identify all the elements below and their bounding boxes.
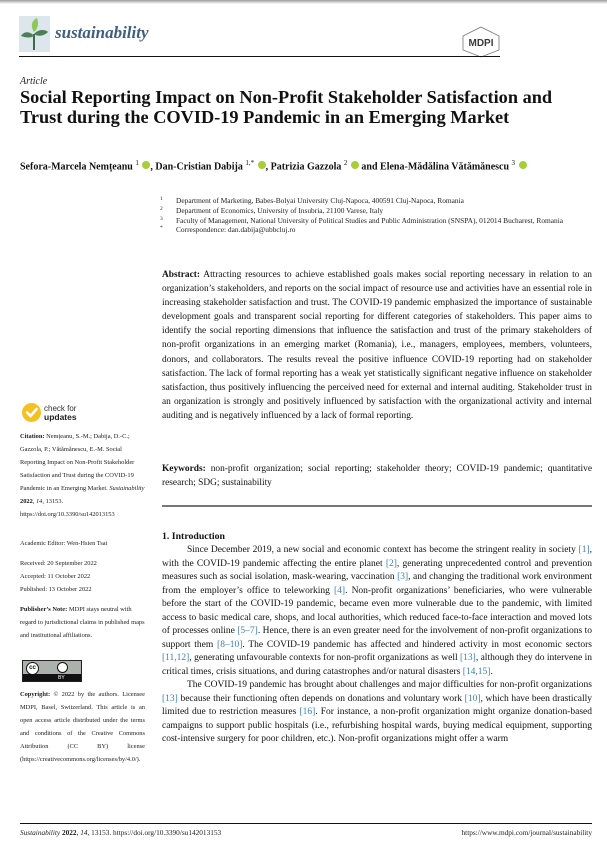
paragraph-text: , although they do intervene in critical times, crisis situations, and during catastrophes and/or natural disasters: [162, 653, 592, 677]
citation-reference-link[interactable]: [2]: [385, 558, 397, 569]
published-date: Published: 13 October 2022: [20, 586, 92, 593]
citation-year: 2022: [20, 498, 33, 505]
paragraph-text: , generating unfavourable contexts for non-profit organizations as well: [189, 653, 460, 663]
publisher-note: [20, 603, 145, 642]
attribution-person-icon: [57, 662, 68, 673]
affiliation-item: [160, 216, 600, 226]
paragraph-text: . For instance, a non-profit organization might organize donation-based campaigns to support public hospitals (i.e., refurbishing hospital wards, buying medical equipment, supporting cost-intensive surgery for poor children, etc.). Non-profit organizations might offer a warm: [162, 707, 592, 744]
author-name[interactable]: Dan-Cristian Dabija: [155, 161, 243, 173]
abstract-text: Attracting resources to achieve established goals makes social reporting necessary in relation to an organization’s stakeholders, and reports on the social impact of resource use and activities have an essential role in increasing stakeholder satisfaction and trust. The COVID-19 pandemic emphasized the importance of sustainable development goals and transparent social reporting for different categories of stakeholders. This paper aims to identify the social reporting dimensions that influence the satisfaction and trust of the primary stakeholders of non-profit organizations in an emerging market (Romania), i.e., managers, employees, members, volunteers, donors, and collaborators. The results reveal the positive influence COVID-19 reporting had on stakeholder satisfaction. The lack of formal reporting has a weak yet statistically significant negative influence on stakeholder satisfaction, thus positively influencing the perceived need for external and internal auditing. Stakeholder trust in an organization is strongly and positively influenced by satisfaction with the organizational activity and internal auditing and is negatively influenced by a lack of formal reporting.: [162, 270, 592, 421]
author-separator: ,: [265, 161, 271, 173]
citation-reference-link[interactable]: [16]: [299, 707, 316, 717]
citation-reference-link[interactable]: [10]: [464, 693, 481, 704]
section-heading-introduction: 1. Introduction: [162, 531, 225, 542]
citation-reference-link[interactable]: [11,12]: [162, 653, 190, 663]
cc-by-license-badge[interactable]: [22, 660, 82, 682]
publisher-note-label: Publisher’s Note:: [20, 606, 68, 613]
citation-block: Citation: Nemțeanu, S.-M.; Dabija, D.-C.; Gazzola, P.; Vătămănescu, E.-M. Social Reporting Impact on Non-Profit Stakeholder Satisfaction and Trust during the COVID-19 Pandemic in an Emerging Market. Sustainability 2022, 14, 13153. https://doi.org/10.3390/su142013153: [20, 433, 145, 518]
affiliation-number: *: [160, 225, 163, 232]
author-list: [20, 159, 527, 172]
affiliation-text: Department of Marketing, Babes-Bolyai University Cluj-Napoca, 400591 Cluj-Napoca, Romania: [176, 196, 464, 205]
author-name[interactable]: Patrizia Gazzola: [270, 161, 342, 173]
author-separator: and: [358, 161, 381, 173]
abstract: [162, 268, 592, 423]
citation-reference-link[interactable]: [1]: [578, 545, 590, 555]
paragraph-text: , generating unprecedented control and prevention measures such as social isolation, mask-wearing, vaccination: [162, 558, 592, 582]
journal-header: [19, 16, 500, 56]
check-updates-label: [44, 404, 77, 422]
footer-citation: Sustainability 2022, 14, 13153. https://doi.org/10.3390/su142013153: [20, 828, 222, 837]
paragraph-text: . Non-profit organizations’ beneficiaries, who were vulnerable before the start of the COVID-19 pandemic, became even more vulnerable due to the pandemic, with limited access to basic medical care, shops, and local authorities, which reduced face-to-face interaction and moved lots of processes online: [162, 585, 592, 636]
check-updates-line2: updates: [44, 412, 77, 422]
copyright-text: © 2022 by the authors. Licensee MDPI, Basel, Switzerland. This article is an open access article distributed under the terms and conditions of the Creative Commons Attribution (CC BY) license (https://creativecommons.org/licenses/by/4.0/).: [20, 691, 145, 763]
paragraph-text: The COVID-19 pandemic has brought about challenges and major difficulties for non-profit organizations: [187, 680, 592, 690]
copyright-label: Copyright:: [20, 691, 51, 698]
citation-reference-link[interactable]: [5–7]: [237, 626, 258, 636]
header-divider: [19, 56, 500, 57]
affiliation-item: [160, 206, 600, 216]
footer-divider: [20, 823, 592, 824]
by-label: BY: [58, 675, 65, 681]
orcid-icon[interactable]: [351, 161, 359, 169]
paragraph-text: , with the COVID-19 pandemic affecting the entire planet: [162, 545, 592, 569]
citation-reference-link[interactable]: [8–10]: [217, 639, 243, 650]
plant-sprout-icon: [19, 16, 50, 52]
citation-reference-link[interactable]: [4]: [334, 585, 346, 596]
keywords-text: non-profit organization; social reporting; stakeholder theory; COVID-19 pandemic; quantitative research; SDG; sustainability: [162, 464, 592, 489]
citation-label: Citation:: [20, 433, 45, 440]
paragraph-text: , which have been drastically limited due to restriction measures: [162, 693, 593, 717]
abstract-label: Abstract:: [162, 270, 201, 280]
affiliation-number: 1: [160, 196, 163, 202]
author-separator: ,: [150, 161, 156, 173]
publisher-note-text: MDPI stays neutral with regard to jurisdictional claims in published maps and institutional affiliations.: [20, 606, 145, 639]
affiliation-number: 3: [160, 215, 163, 222]
paragraph-text: because their functioning often depends on donations and voluntary work: [177, 693, 465, 704]
paragraph-text: . The COVID-19 pandemic has affected and hindered activity in most economic sectors: [242, 639, 592, 650]
received-date: Received: 20 September 2022: [20, 560, 97, 567]
footer-year: 2022: [61, 828, 77, 837]
correspondence: [160, 225, 600, 235]
footer-journal-url[interactable]: https://www.mdpi.com/journal/sustainability: [461, 828, 592, 837]
checkmark-icon: [22, 403, 41, 422]
copyright-block: [20, 688, 145, 766]
author-affil: 3: [511, 159, 516, 167]
keywords: [162, 462, 592, 490]
paragraph-text: Since December 2019, a new social and economic context has become the stringent reality in society: [187, 545, 579, 555]
mdpi-logo: [461, 26, 501, 58]
intro-paragraph-2: [162, 679, 592, 747]
academic-editor: Academic Editor: Wen-Hsien Tsai: [20, 540, 108, 547]
citation-reference-link[interactable]: [13]: [162, 693, 178, 704]
viewer-top-shadow: [0, 0, 607, 4]
journal-name: sustainability: [55, 23, 149, 42]
intro-paragraph-1: [162, 544, 592, 679]
citation-reference-link[interactable]: [14,15]: [462, 666, 491, 677]
accepted-date: Accepted: 11 October 2022: [20, 573, 91, 580]
correspondence-text[interactable]: Correspondence: dan.dabija@ubbcluj.ro: [176, 225, 296, 235]
introduction-body: [162, 544, 592, 747]
citation-journal: Sustainability: [109, 485, 145, 492]
creative-commons-icon: cc: [26, 662, 39, 675]
affiliation-text: Faculty of Management, National University of Political Studies and Public Administration (SNSPA), 012014 Bucharest, Romania: [176, 215, 564, 225]
footer-journal: Sustainability: [20, 828, 61, 837]
check-updates-line1: check for: [44, 404, 77, 413]
mdpi-logo-text: MDPI: [468, 38, 494, 49]
citation-text: Nemțeanu, S.-M.; Dabija, D.-C.; Gazzola, P.; Vătămănescu, E.-M. Social Reporting Impact on Non-Profit Stakeholder Satisfaction and Trust during the COVID-19 Pandemic in an Emerging Market.: [20, 433, 135, 492]
affiliations: [160, 196, 600, 235]
orcid-icon[interactable]: [258, 161, 266, 169]
keywords-label: Keywords:: [162, 464, 206, 474]
citation-reference-link[interactable]: [13]: [460, 653, 476, 663]
author-name[interactable]: Sefora-Marcela Nemțeanu: [20, 161, 133, 173]
author-name[interactable]: Elena-Mădălina Vătămănescu: [380, 161, 510, 173]
footer-volume: 14: [80, 828, 88, 837]
orcid-icon[interactable]: [519, 161, 527, 169]
citation-volume: 14: [35, 498, 43, 505]
author-affil: 1: [135, 159, 139, 167]
paragraph-text: . Hence, there is an even greater need for the involvement of non-profit organizations to support them: [162, 626, 592, 650]
citation-doi-link[interactable]: https://doi.org/10.3390/su142013153: [20, 511, 115, 518]
check-for-updates-button[interactable]: [22, 403, 112, 427]
paragraph-text: , and changing the traditional work environment from the employer’s office to teleworking: [162, 572, 593, 596]
section-divider: [162, 505, 592, 507]
paragraph-text: .: [490, 666, 493, 677]
author-affil: 1,*: [245, 159, 255, 167]
article-type: Article: [20, 76, 48, 87]
badge-bar: [23, 674, 81, 681]
author-affil: 2: [343, 159, 348, 167]
affiliation-text: Department of Economics, University of Insubria, 21100 Varese, Italy: [176, 205, 384, 215]
citation-reference-link[interactable]: [3]: [397, 572, 409, 582]
affiliation-item: [160, 196, 600, 206]
citation-article: 13153.: [45, 498, 64, 505]
paper-title: Social Reporting Impact on Non-Profit Stakeholder Satisfaction and Trust during the COVID-19 Pandemic in an Emerging Market: [20, 87, 553, 127]
affiliation-number: 2: [160, 205, 163, 212]
footer-doi[interactable]: , 13153. https://doi.org/10.3390/su142013153: [87, 828, 222, 837]
